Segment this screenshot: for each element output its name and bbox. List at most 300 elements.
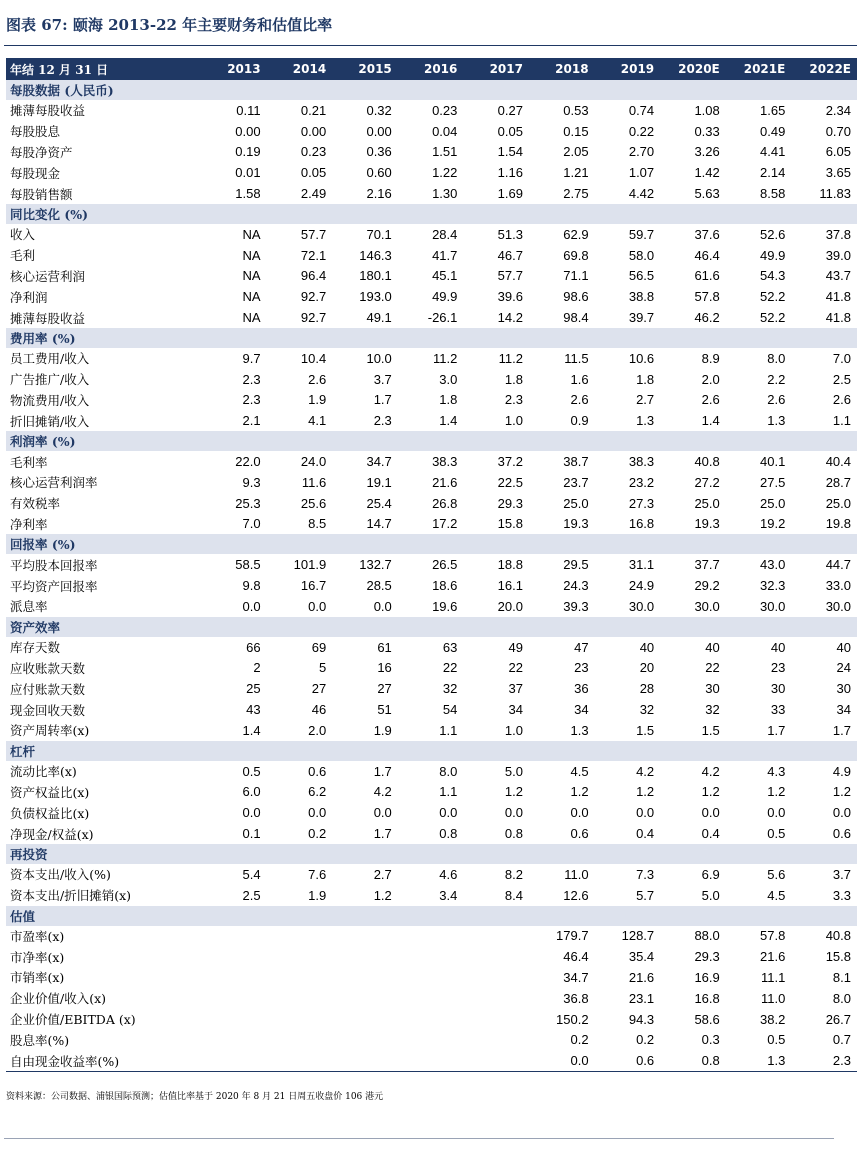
- table-cell: 9.8: [242, 578, 261, 594]
- table-cell: 7.6: [308, 866, 327, 882]
- table-cell: 0.0: [373, 598, 392, 614]
- table-cell: 0.32: [366, 102, 392, 118]
- table-cell: 32: [705, 702, 720, 718]
- table-cell: 0.00: [235, 123, 261, 139]
- section-header-row: [6, 431, 857, 451]
- table-cell: 59.7: [628, 226, 655, 242]
- table-cell: 0.6: [832, 826, 851, 841]
- table-cell: 69.8: [563, 247, 589, 263]
- table-cell: NA: [242, 268, 261, 284]
- table-cell: [398, 946, 464, 967]
- table-cell: 1.22: [432, 165, 458, 181]
- table-cell: 193.0: [359, 289, 392, 305]
- table-cell: 18.6: [432, 578, 458, 594]
- table-cell: 25.3: [235, 495, 261, 511]
- table-row: [6, 245, 857, 266]
- table-cell: 0.2: [636, 1032, 655, 1048]
- table-cell: 3.3: [832, 887, 851, 903]
- table-cell: 16.8: [694, 990, 720, 1006]
- table-cell: 21.6: [628, 969, 655, 985]
- table-cell: [267, 1009, 333, 1030]
- header-year: 2018: [529, 58, 595, 80]
- table-cell: 1.9: [308, 887, 327, 903]
- table-cell: 1.65: [760, 102, 786, 118]
- table-cell: 2.5: [832, 371, 851, 387]
- table-cell: 1.1: [832, 413, 851, 429]
- table-cell: [463, 988, 529, 1009]
- table-cell: 1.51: [432, 144, 458, 160]
- table-cell: 35.4: [628, 949, 655, 965]
- table-row: [6, 286, 857, 307]
- table-cell: [201, 967, 267, 988]
- table-row: [6, 637, 857, 658]
- table-cell: 0.0: [529, 1050, 595, 1071]
- table-cell: [267, 946, 333, 967]
- table-cell: 23.2: [628, 474, 655, 490]
- table-cell: 37: [508, 681, 523, 697]
- table-cell: 41.8: [825, 310, 851, 326]
- table-cell: 92.7: [300, 310, 327, 326]
- table-cell: 34: [508, 702, 523, 718]
- table-cell: 19.3: [563, 516, 589, 532]
- table-cell: 0.0: [308, 805, 327, 821]
- table-cell: 2.6: [832, 392, 851, 408]
- table-row: [6, 699, 857, 720]
- table-cell: 0.1: [242, 826, 261, 841]
- table-cell: 69: [311, 639, 327, 655]
- table-cell: 0.22: [628, 123, 655, 139]
- table-cell: 16.8: [628, 516, 655, 532]
- table-cell: 38.3: [628, 454, 655, 470]
- table-cell: 28.5: [366, 578, 392, 594]
- table-cell: [201, 1050, 267, 1071]
- header-year: 2015: [332, 58, 398, 80]
- table-cell: 8.5: [308, 516, 327, 532]
- table-cell: 57.7: [497, 268, 523, 284]
- table-cell: 0.23: [432, 102, 458, 118]
- table-cell: 29.3: [694, 949, 720, 965]
- table-cell: 1.2: [701, 784, 720, 800]
- table-row: [6, 410, 857, 431]
- table-row: [6, 761, 857, 782]
- table-cell: 0.3: [701, 1032, 720, 1048]
- table-cell: 11.0: [564, 866, 589, 882]
- row-label: 平均资产回报率: [10, 578, 98, 594]
- table-cell: 27.3: [628, 495, 655, 511]
- table-row: [6, 348, 857, 369]
- table-cell: 0.11: [236, 102, 261, 118]
- table-cell: 14.2: [497, 310, 523, 326]
- row-label: 每股销售额: [10, 186, 73, 202]
- table-cell: 0.2: [570, 1032, 589, 1048]
- table-cell: 150.2: [556, 1011, 589, 1027]
- table-cell: 22.0: [235, 454, 261, 470]
- table-cell: [463, 1050, 529, 1071]
- table-cell: 8.1: [832, 969, 851, 985]
- section-header-row: [6, 534, 857, 554]
- table-cell: 16: [377, 660, 392, 676]
- table-cell: 2.3: [373, 413, 392, 429]
- table-cell: 0.0: [636, 805, 655, 821]
- table-cell: 4.1: [308, 413, 327, 429]
- row-label: 核心运营利润: [10, 268, 86, 284]
- section-title: 利润率 (%): [6, 431, 857, 451]
- table-row: [6, 307, 857, 328]
- table-cell: 5.63: [694, 186, 720, 202]
- table-cell: 0.21: [300, 102, 327, 118]
- table-cell: 38.7: [563, 454, 589, 470]
- table-cell: 24.9: [628, 578, 655, 594]
- table-cell: 33: [770, 702, 786, 718]
- table-cell: 8.0: [767, 350, 786, 366]
- table-cell: 25.0: [563, 495, 589, 511]
- table-cell: 7.0: [832, 350, 851, 366]
- table-cell: 1.5: [701, 722, 720, 738]
- table-cell: [463, 1009, 529, 1030]
- table-cell: 8.2: [504, 866, 523, 882]
- table-cell: 57.8: [760, 928, 786, 944]
- table-cell: 39.7: [628, 310, 655, 326]
- table-cell: 36: [574, 681, 589, 697]
- table-cell: 46.2: [694, 310, 720, 326]
- table-cell: 8.4: [504, 887, 523, 903]
- table-cell: 2.6: [701, 392, 720, 408]
- table-cell: 5.4: [242, 866, 261, 882]
- section-title: 同比变化 (%): [6, 204, 857, 224]
- table-cell: 1.42: [694, 165, 720, 181]
- table-cell: 11.5: [564, 350, 589, 366]
- row-label: 流动比率(x): [10, 764, 77, 780]
- table-cell: 25.0: [760, 495, 786, 511]
- table-cell: 1.2: [832, 784, 851, 800]
- table-cell: 1.0: [504, 722, 523, 738]
- table-cell: 1.58: [235, 186, 261, 202]
- table-cell: 0.05: [300, 165, 327, 181]
- table-cell: 58.6: [694, 1011, 720, 1027]
- table-cell: 0.0: [242, 598, 261, 614]
- table-cell: 30.0: [760, 598, 786, 614]
- section-title: 回报率 (%): [6, 534, 857, 554]
- table-cell: 40: [770, 639, 786, 655]
- table-cell: 1.5: [636, 722, 655, 738]
- row-label: 市销率(x): [10, 970, 65, 986]
- row-label: 有效税率: [10, 496, 61, 512]
- table-cell: 1.7: [373, 763, 392, 779]
- table-row: [6, 926, 857, 947]
- table-cell: 4.42: [628, 186, 655, 202]
- table-cell: 34.7: [366, 454, 392, 470]
- table-cell: 0.23: [300, 144, 327, 160]
- table-cell: [267, 967, 333, 988]
- table-cell: 0.05: [497, 123, 523, 139]
- table-cell: 5.0: [701, 887, 720, 903]
- table-cell: 3.26: [694, 144, 720, 160]
- table-cell: 3.65: [825, 165, 851, 181]
- table-cell: 51: [377, 702, 392, 718]
- table-row: [6, 514, 857, 535]
- row-label: 每股股息: [10, 124, 61, 140]
- section-header-row: [6, 204, 857, 224]
- table-cell: 25.4: [366, 495, 392, 511]
- row-label: 员工费用/收入: [10, 351, 90, 367]
- table-cell: 0.9: [570, 413, 589, 429]
- table-cell: 0.27: [497, 102, 523, 118]
- table-cell: 0.4: [636, 826, 655, 841]
- table-cell: 11.2: [498, 350, 523, 366]
- table-cell: 34.7: [563, 969, 589, 985]
- footer-divider: [4, 1138, 834, 1139]
- table-cell: 30.0: [825, 598, 851, 614]
- table-cell: 41.8: [825, 289, 851, 305]
- row-label: 应收账款天数: [10, 660, 86, 676]
- table-cell: 0.60: [366, 165, 392, 181]
- table-cell: 4.5: [570, 763, 589, 779]
- table-cell: 11.2: [433, 350, 458, 366]
- table-cell: 1.3: [636, 413, 655, 429]
- row-label: 折旧摊销/收入: [10, 413, 90, 429]
- table-cell: 0.8: [660, 1050, 726, 1071]
- table-cell: 40: [836, 639, 851, 655]
- table-cell: 1.3: [726, 1050, 792, 1071]
- table-row: [6, 183, 857, 204]
- table-cell: 0.74: [628, 102, 655, 118]
- table-cell: 1.69: [497, 186, 523, 202]
- table-cell: 25: [246, 681, 261, 697]
- table-cell: 37.6: [694, 226, 720, 242]
- row-label: 负债权益比(x): [10, 805, 90, 821]
- table-row: [6, 823, 857, 844]
- table-cell: 52.2: [760, 310, 786, 326]
- table-cell: 19.2: [760, 516, 786, 532]
- table-cell: 1.6: [570, 371, 589, 387]
- table-cell: 6.9: [701, 866, 720, 882]
- table-cell: 38.8: [628, 289, 655, 305]
- table-cell: 37.2: [497, 454, 523, 470]
- table-cell: 27: [377, 681, 392, 697]
- table-cell: 46.4: [563, 949, 589, 965]
- table-cell: 1.08: [694, 102, 720, 118]
- table-cell: 26.8: [432, 495, 458, 511]
- table-cell: 22: [508, 660, 523, 676]
- table-cell: 71.1: [563, 268, 589, 284]
- table-row: [6, 224, 857, 245]
- table-cell: 20.0: [497, 598, 523, 614]
- table-cell: 7.3: [636, 866, 655, 882]
- row-label: 每股现金: [10, 165, 61, 181]
- table-cell: 4.6: [439, 866, 458, 882]
- table-cell: 45.1: [432, 268, 458, 284]
- table-cell: 15.8: [497, 516, 523, 532]
- row-label: 资本支出/收入(%): [10, 867, 111, 883]
- table-cell: [201, 988, 267, 1009]
- table-cell: 26.7: [825, 1011, 851, 1027]
- row-label: 毛利: [10, 248, 36, 264]
- table-cell: [463, 967, 529, 988]
- table-cell: 2.0: [701, 371, 720, 387]
- table-cell: 0.8: [504, 826, 523, 841]
- row-label: 资本支出/折旧摊销(x): [10, 888, 132, 904]
- table-cell: 54.3: [760, 268, 786, 284]
- table-cell: 0.0: [373, 805, 392, 821]
- table-cell: 0.00: [300, 123, 327, 139]
- table-cell: 8.9: [701, 350, 720, 366]
- table-cell: 4.2: [636, 763, 655, 779]
- table-row: [6, 554, 857, 575]
- table-cell: 1.1: [439, 784, 458, 800]
- table-cell: 3.7: [373, 371, 392, 387]
- table-cell: 1.8: [439, 392, 458, 408]
- table-cell: 94.3: [628, 1011, 655, 1027]
- table-cell: 1.2: [767, 784, 786, 800]
- table-cell: 0.0: [308, 598, 327, 614]
- table-cell: 21.6: [432, 474, 458, 490]
- table-row: [6, 266, 857, 287]
- table-cell: 49.9: [760, 247, 786, 263]
- table-cell: 2.6: [570, 392, 589, 408]
- table-cell: 0.0: [504, 805, 523, 821]
- header-year: 2014: [267, 58, 333, 80]
- table-cell: 0.19: [235, 144, 261, 160]
- table-cell: [398, 1050, 464, 1071]
- table-row: [6, 390, 857, 411]
- row-label: 净现金/权益(x): [10, 826, 94, 842]
- table-cell: 128.7: [621, 928, 655, 944]
- table-cell: 96.4: [300, 268, 327, 284]
- table-cell: 40: [705, 639, 720, 655]
- table-cell: 1.7: [373, 826, 392, 841]
- table-cell: 28.4: [432, 226, 458, 242]
- table-cell: 40.8: [825, 928, 851, 944]
- table-cell: 3.4: [439, 887, 458, 903]
- table-cell: 52.6: [760, 226, 786, 242]
- table-cell: 1.9: [308, 392, 327, 408]
- table-cell: 66: [246, 639, 261, 655]
- table-cell: 11.0: [761, 990, 786, 1006]
- header-year: 2013: [201, 58, 267, 80]
- table-cell: 0.8: [439, 826, 458, 841]
- table-cell: [398, 967, 464, 988]
- table-cell: 1.7: [373, 392, 392, 408]
- figure-title: [6, 14, 332, 35]
- table-cell: 36.8: [563, 990, 589, 1006]
- table-cell: 88.0: [694, 928, 720, 944]
- table-row: [6, 782, 857, 803]
- table-cell: 1.8: [504, 371, 523, 387]
- table-cell: 0.2: [308, 826, 327, 841]
- table-cell: [332, 926, 398, 947]
- table-cell: 32: [639, 702, 655, 718]
- table-cell: 11.83: [819, 186, 851, 202]
- header-year: 2021E: [726, 58, 792, 80]
- source-note: 资料来源：公司数据、浦银国际预测；估值比率基于 2020 年 8 月 21 日周五收盘价 106 港元: [6, 1092, 384, 1102]
- table-row: [6, 142, 857, 163]
- row-label: 企业价值/收入(x): [10, 991, 107, 1007]
- table-cell: NA: [242, 226, 261, 242]
- table-cell: NA: [242, 247, 261, 263]
- table-cell: 23: [770, 660, 786, 676]
- table-row: [6, 988, 857, 1009]
- table-cell: 1.4: [439, 413, 458, 429]
- table-row: [6, 967, 857, 988]
- row-label: 现金回收天数: [10, 702, 86, 718]
- table-cell: 2.7: [636, 392, 655, 408]
- table-cell: [201, 1029, 267, 1050]
- table-cell: 33.0: [825, 578, 851, 594]
- table-cell: 49.9: [432, 289, 458, 305]
- table-cell: 1.4: [242, 722, 261, 738]
- table-cell: 58.5: [235, 557, 261, 573]
- table-row: [6, 121, 857, 142]
- table-cell: 0.36: [366, 144, 392, 160]
- row-label: 自由现金收益率(%): [6, 1050, 201, 1071]
- section-title: 每股数据 (人民币): [6, 80, 857, 100]
- table-cell: 44.7: [825, 557, 851, 573]
- table-row: [6, 369, 857, 390]
- table-cell: 0.49: [760, 123, 786, 139]
- table-cell: 2.75: [563, 186, 589, 202]
- header-year: 2016: [398, 58, 464, 80]
- row-label: 市净率(x): [10, 949, 65, 965]
- table-cell: 2.7: [373, 866, 392, 882]
- table-cell: 43.7: [825, 268, 851, 284]
- table-cell: 0.0: [439, 805, 458, 821]
- table-cell: 22: [442, 660, 458, 676]
- table-cell: 1.16: [497, 165, 523, 181]
- table-cell: 49.1: [366, 310, 392, 326]
- table-cell: 40.4: [825, 454, 851, 470]
- section-header-row: [6, 617, 857, 637]
- table-cell: 2.3: [791, 1050, 857, 1071]
- table-cell: 61: [377, 639, 392, 655]
- table-cell: NA: [242, 310, 261, 326]
- table-cell: 16.1: [497, 578, 523, 594]
- table-cell: 10.0: [366, 350, 392, 366]
- table-cell: 0.6: [595, 1050, 661, 1071]
- row-label: 库存天数: [10, 640, 61, 656]
- table-cell: 2.0: [308, 722, 327, 738]
- table-cell: 1.30: [432, 186, 458, 202]
- table-cell: [463, 946, 529, 967]
- row-label: 资产周转率(x): [10, 723, 90, 739]
- table-cell: 1.9: [373, 722, 392, 738]
- title-divider: [4, 45, 857, 46]
- table-cell: 25.6: [300, 495, 327, 511]
- table-row: [6, 720, 857, 741]
- table-cell: [463, 926, 529, 947]
- table-cell: 15.8: [825, 949, 851, 965]
- table-cell: [463, 1029, 529, 1050]
- table-cell: 26.5: [432, 557, 458, 573]
- table-cell: 51.3: [497, 226, 523, 242]
- table-row: [6, 1029, 857, 1050]
- table-cell: 2.14: [760, 165, 786, 181]
- table-cell: 8.0: [439, 763, 458, 779]
- table-cell: [332, 1009, 398, 1030]
- row-label: 资产权益比(x): [10, 784, 90, 800]
- table-cell: 0.7: [832, 1032, 851, 1048]
- table-cell: 25.0: [694, 495, 720, 511]
- table-cell: 39.3: [563, 598, 589, 614]
- table-cell: 0.0: [570, 805, 589, 821]
- table-cell: 4.3: [767, 763, 786, 779]
- table-cell: 3.7: [832, 866, 851, 882]
- table-cell: 62.9: [563, 226, 589, 242]
- table-cell: 0.5: [767, 826, 786, 841]
- header-year: 2020E: [660, 58, 726, 80]
- table-row: [6, 678, 857, 699]
- table-cell: 0.0: [242, 805, 261, 821]
- table-cell: 20: [639, 660, 655, 676]
